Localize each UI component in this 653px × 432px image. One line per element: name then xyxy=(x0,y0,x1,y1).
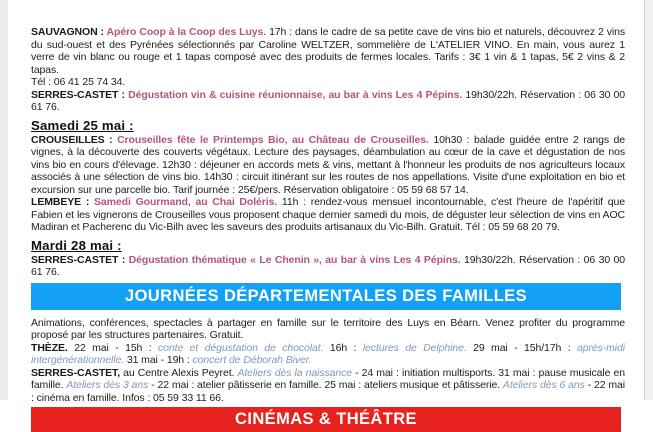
event-entry-serres-castet xyxy=(31,89,625,114)
event-city: SERRES-CASTET : xyxy=(31,253,126,266)
event-title: Dégustation vin & cuisine réunionnaise, au bar à vins Les 4 Pépins. xyxy=(124,88,463,101)
date-heading-tuesday-28: Mardi 28 mai : xyxy=(31,237,122,253)
event-details: 11h : rendez-vous mensuel incontournable, c'est l'heure de l'apéritif que Fabien et les vignerons de Crouseilles vous proposent chaque dernier samedi du mois, de déguster leur sélection de vins en AOC Madiran et Pacherenc du Vic-Bilh avec les saveurs des produits artisanaux du Vic-Bilh. Gratuit. Tél : 05 59 68 20 79. xyxy=(31,196,625,233)
event-entry-sauvagnon xyxy=(31,26,625,89)
event-details: 19h30/22h. Réservation : 06 30 00 61 76. xyxy=(31,88,626,113)
right-margin-strip xyxy=(644,0,653,400)
families-city: THÈZE. xyxy=(31,341,68,354)
event-city: SAUVAGNON : xyxy=(31,26,104,38)
event-title: Crouseilles fête le Printemps Bio, au Château de Crouseilles. xyxy=(112,133,429,146)
families-detail: - 22 mai : atelier pâtisserie en famille. 25 mai : ateliers musique et pâtisserie. xyxy=(148,379,503,391)
families-detail: - 22 mai : cinéma en famille. Infos : 05 59 33 11 66. xyxy=(31,379,626,404)
families-entry-theze xyxy=(31,342,625,367)
families-activity: Ateliers dès 6 ans xyxy=(502,379,585,391)
families-detail: 22 mai - 15h : xyxy=(67,341,159,354)
event-city: CROUSEILLES : xyxy=(31,133,113,146)
left-margin-strip xyxy=(0,0,8,400)
event-title: Samedi Gourmand, au Chai Doléris. xyxy=(89,196,278,208)
cinema-section-banner xyxy=(31,407,621,432)
event-details: 10h30 : balade guidée entre 2 rangs de vignes, à la découverte des couverts végétaux. Lecture des paysages, déambulation au cœur de la cave et dégustation de nos vins bio en cours d'élevage. 12h30 : déjeuner en accords mets & vins, mettant à l'honneur les produits de nos agriculteurs locaux associés à une sélection de vins bio. 14h30 : circuit itinérant sur les routes de nos appellations. Visite d'une exploitation en bio et excursion sur une parcelle bio. Tarif journée : 25€/pers. Réservation obligatoire : 05 59 68 57 14. xyxy=(31,133,625,196)
families-activity: conte et dégustation de chocolat. xyxy=(158,341,324,354)
event-entry-lembeye xyxy=(31,196,625,234)
event-details: 17h : dans le cadre de sa petite cave de vins bio et naturels, découvrez 2 vins du sud-ouest et des Pyrénées sélectionnés par Caroline WELTZER, sommelière de L'ATELIER VINO. En main, vous aurez 1 verre de vin blanc ou rouge et 1 tapas composé avec des produits de fermes locales. Tarifs : 3€ 1 vin & 1 tapas, 5€ 2 vins & 2 tapas. xyxy=(31,26,625,76)
families-intro: Animations, conférences, spectacles à partager en famille sur le territoire des Luys en Béarn. Venez profiter du programme proposé par les structures partenaires. Gratuit. xyxy=(31,316,625,341)
families-detail: 16h : xyxy=(323,341,363,354)
event-title: Dégustation thématique « Le Chenin », au bar à vins Les 4 Pépins. xyxy=(125,253,461,266)
event-city: LEMBEYE : xyxy=(31,196,90,208)
families-activity: après-midi intergénérationnelle. xyxy=(31,341,625,366)
families-activity: concert de Déborah Biver. xyxy=(192,354,312,366)
event-phone: Tél : 06 41 25 74 34. xyxy=(31,76,126,88)
families-detail: - 24 mai : initiation multisports. 31 mai : pause musicale en famille. xyxy=(31,366,625,391)
families-activity: lectures de Delphine. xyxy=(362,341,467,354)
families-activity: Ateliers dès la naissance xyxy=(237,366,353,379)
families-detail: 29 mai - 15h/17h : xyxy=(466,341,577,354)
families-entry-serres-castet xyxy=(31,367,625,405)
families-detail: 31 mai - 19h : xyxy=(124,354,193,366)
families-banner-title: JOURNÉES DÉPARTEMENTALES DES FAMILLES xyxy=(125,286,527,305)
families-section-banner xyxy=(31,283,621,310)
families-intro-text xyxy=(31,317,625,342)
event-entry-serres-castet-chenin xyxy=(31,254,625,279)
event-details: 19h30/22h. Réservation : 06 30 00 61 76. xyxy=(31,253,626,278)
cinema-banner-title: CINÉMAS & THÉÂTRE xyxy=(235,410,417,428)
page-content xyxy=(31,26,625,432)
families-activity: Ateliers dès 3 ans xyxy=(66,379,149,391)
event-entry-crouseilles xyxy=(31,134,625,197)
date-heading-saturday-25: Samedi 25 mai : xyxy=(31,117,134,133)
families-detail: au Centre Alexis Peyret. xyxy=(120,366,238,379)
families-city: SERRES-CASTET, xyxy=(31,366,121,379)
event-city: SERRES-CASTET : xyxy=(31,88,125,101)
event-title: Apéro Coop à la Coop des Luys. xyxy=(103,26,267,38)
